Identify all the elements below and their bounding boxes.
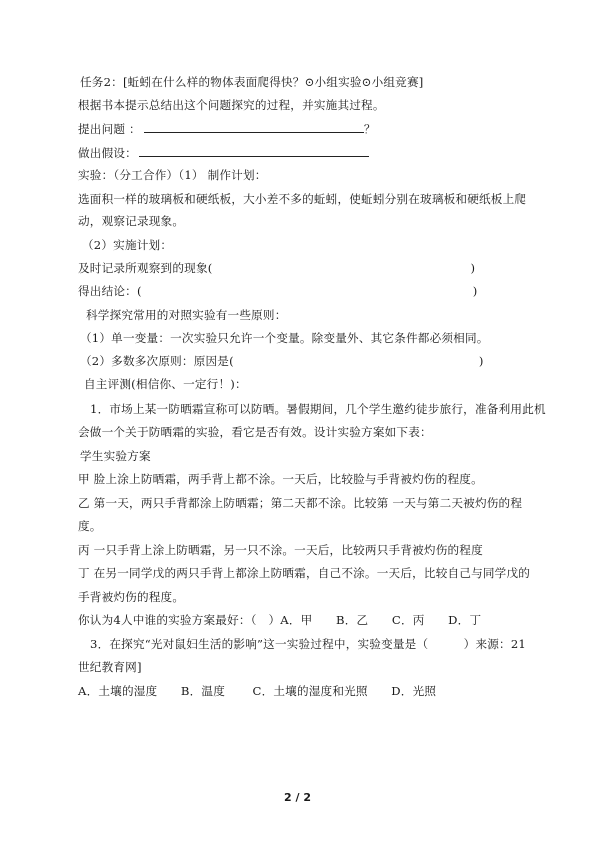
question-line: [78, 121, 376, 136]
question-3-line-b: 世纪教育网]: [78, 660, 142, 674]
principle-2-line: [80, 354, 484, 368]
conclusion-line: [78, 284, 477, 298]
page-number: 2 / 2: [284, 791, 311, 804]
question-1-line-b: 会做一个关于防晒霜的实验，看它是否有效。设计实验方案如下表：: [78, 425, 432, 439]
principle-1: （1）单一变量：一次实验只允许一个变量。除变量外、其它条件都必须相同。: [80, 331, 489, 345]
principle-2-close: ): [478, 354, 484, 368]
experiment-heading: 实验：（分工合作）（1） 制作计划：: [78, 168, 267, 182]
hypothesis-label: 做出假设：: [78, 146, 137, 160]
question-3-line-a: 3．在探究“光对鼠妇生活的影响”这一实验过程中，实验变量是（ ）来源：21: [90, 637, 526, 651]
self-eval-heading: 自主评测(相信你、一定行！)：: [84, 377, 247, 391]
question-label: 提出问题 ：: [78, 122, 141, 136]
intro-text: 根据书本提示总结出这个问题探究的过程，并实施其过程。: [78, 98, 385, 112]
question-mark: ？: [363, 122, 376, 136]
scheme-b-line-1: 乙 第一天，两只手背都涂上防晒霜；第二天都不涂。比较第 一天与第二天被灼伤的程: [78, 496, 523, 510]
record-close: ): [470, 261, 476, 275]
question-1-choices: 你认为4人中谁的实验方案最好：（ ）A．甲 B．乙 C．丙 D．丁: [78, 613, 482, 627]
task-heading: 任务2：[蚯蚓在什么样的物体表面爬得快？⊙小组实验⊙小组竞赛]: [80, 75, 424, 89]
scheme-c: 丙 一只手背上涂上防晒霜，另一只不涂。一天后，比较两只手背被灼伤的程度: [78, 543, 483, 557]
principle-2-label: （2）多数多次原则：原因是(: [80, 354, 234, 368]
scheme-d-line-2: 手背被灼伤的程度。: [78, 590, 185, 604]
conclusion-close: ): [472, 284, 478, 298]
plan-text-1: 选面积一样的玻璃板和硬纸板，大小差不多的蚯蚓，使蚯蚓分别在玻璃板和硬纸板上爬: [78, 192, 527, 206]
question-1-line-a: 1．市场上某一防晒霜宣称可以防晒。暑假期间，几个学生邀约徒步旅行，准备利用此机: [90, 402, 546, 416]
principles-heading: 科学探究常用的对照实验有一些原则：: [86, 308, 287, 322]
hypothesis-line: [78, 145, 369, 160]
scheme-b-line-2: 度。: [78, 519, 102, 533]
scheme-d-line-1: 丁 在另一同学戊的两只手背上都涂上防晒霜，自己不涂。一天后，比较自己与同学戊的: [78, 566, 531, 580]
record-label: 及时记录所观察到的现象(: [78, 261, 213, 275]
hypothesis-blank[interactable]: [139, 145, 369, 157]
scheme-a: 甲 脸上涂上防晒霜，两手背上都不涂。一天后，比较脸与手背被灼伤的程度。: [78, 472, 483, 486]
implement-heading: （2）实施计划：: [82, 238, 173, 252]
record-line: [78, 261, 475, 275]
scheme-title: 学生实验方案: [80, 449, 151, 463]
conclusion-label: 得出结论：(: [78, 284, 142, 298]
question-3-options: A．土壤的湿度 B．温度 C．土壤的湿度和光照 D．光照: [78, 684, 437, 698]
plan-text-2: 动，观察记录现象。: [78, 214, 185, 228]
question-blank[interactable]: [144, 121, 364, 133]
